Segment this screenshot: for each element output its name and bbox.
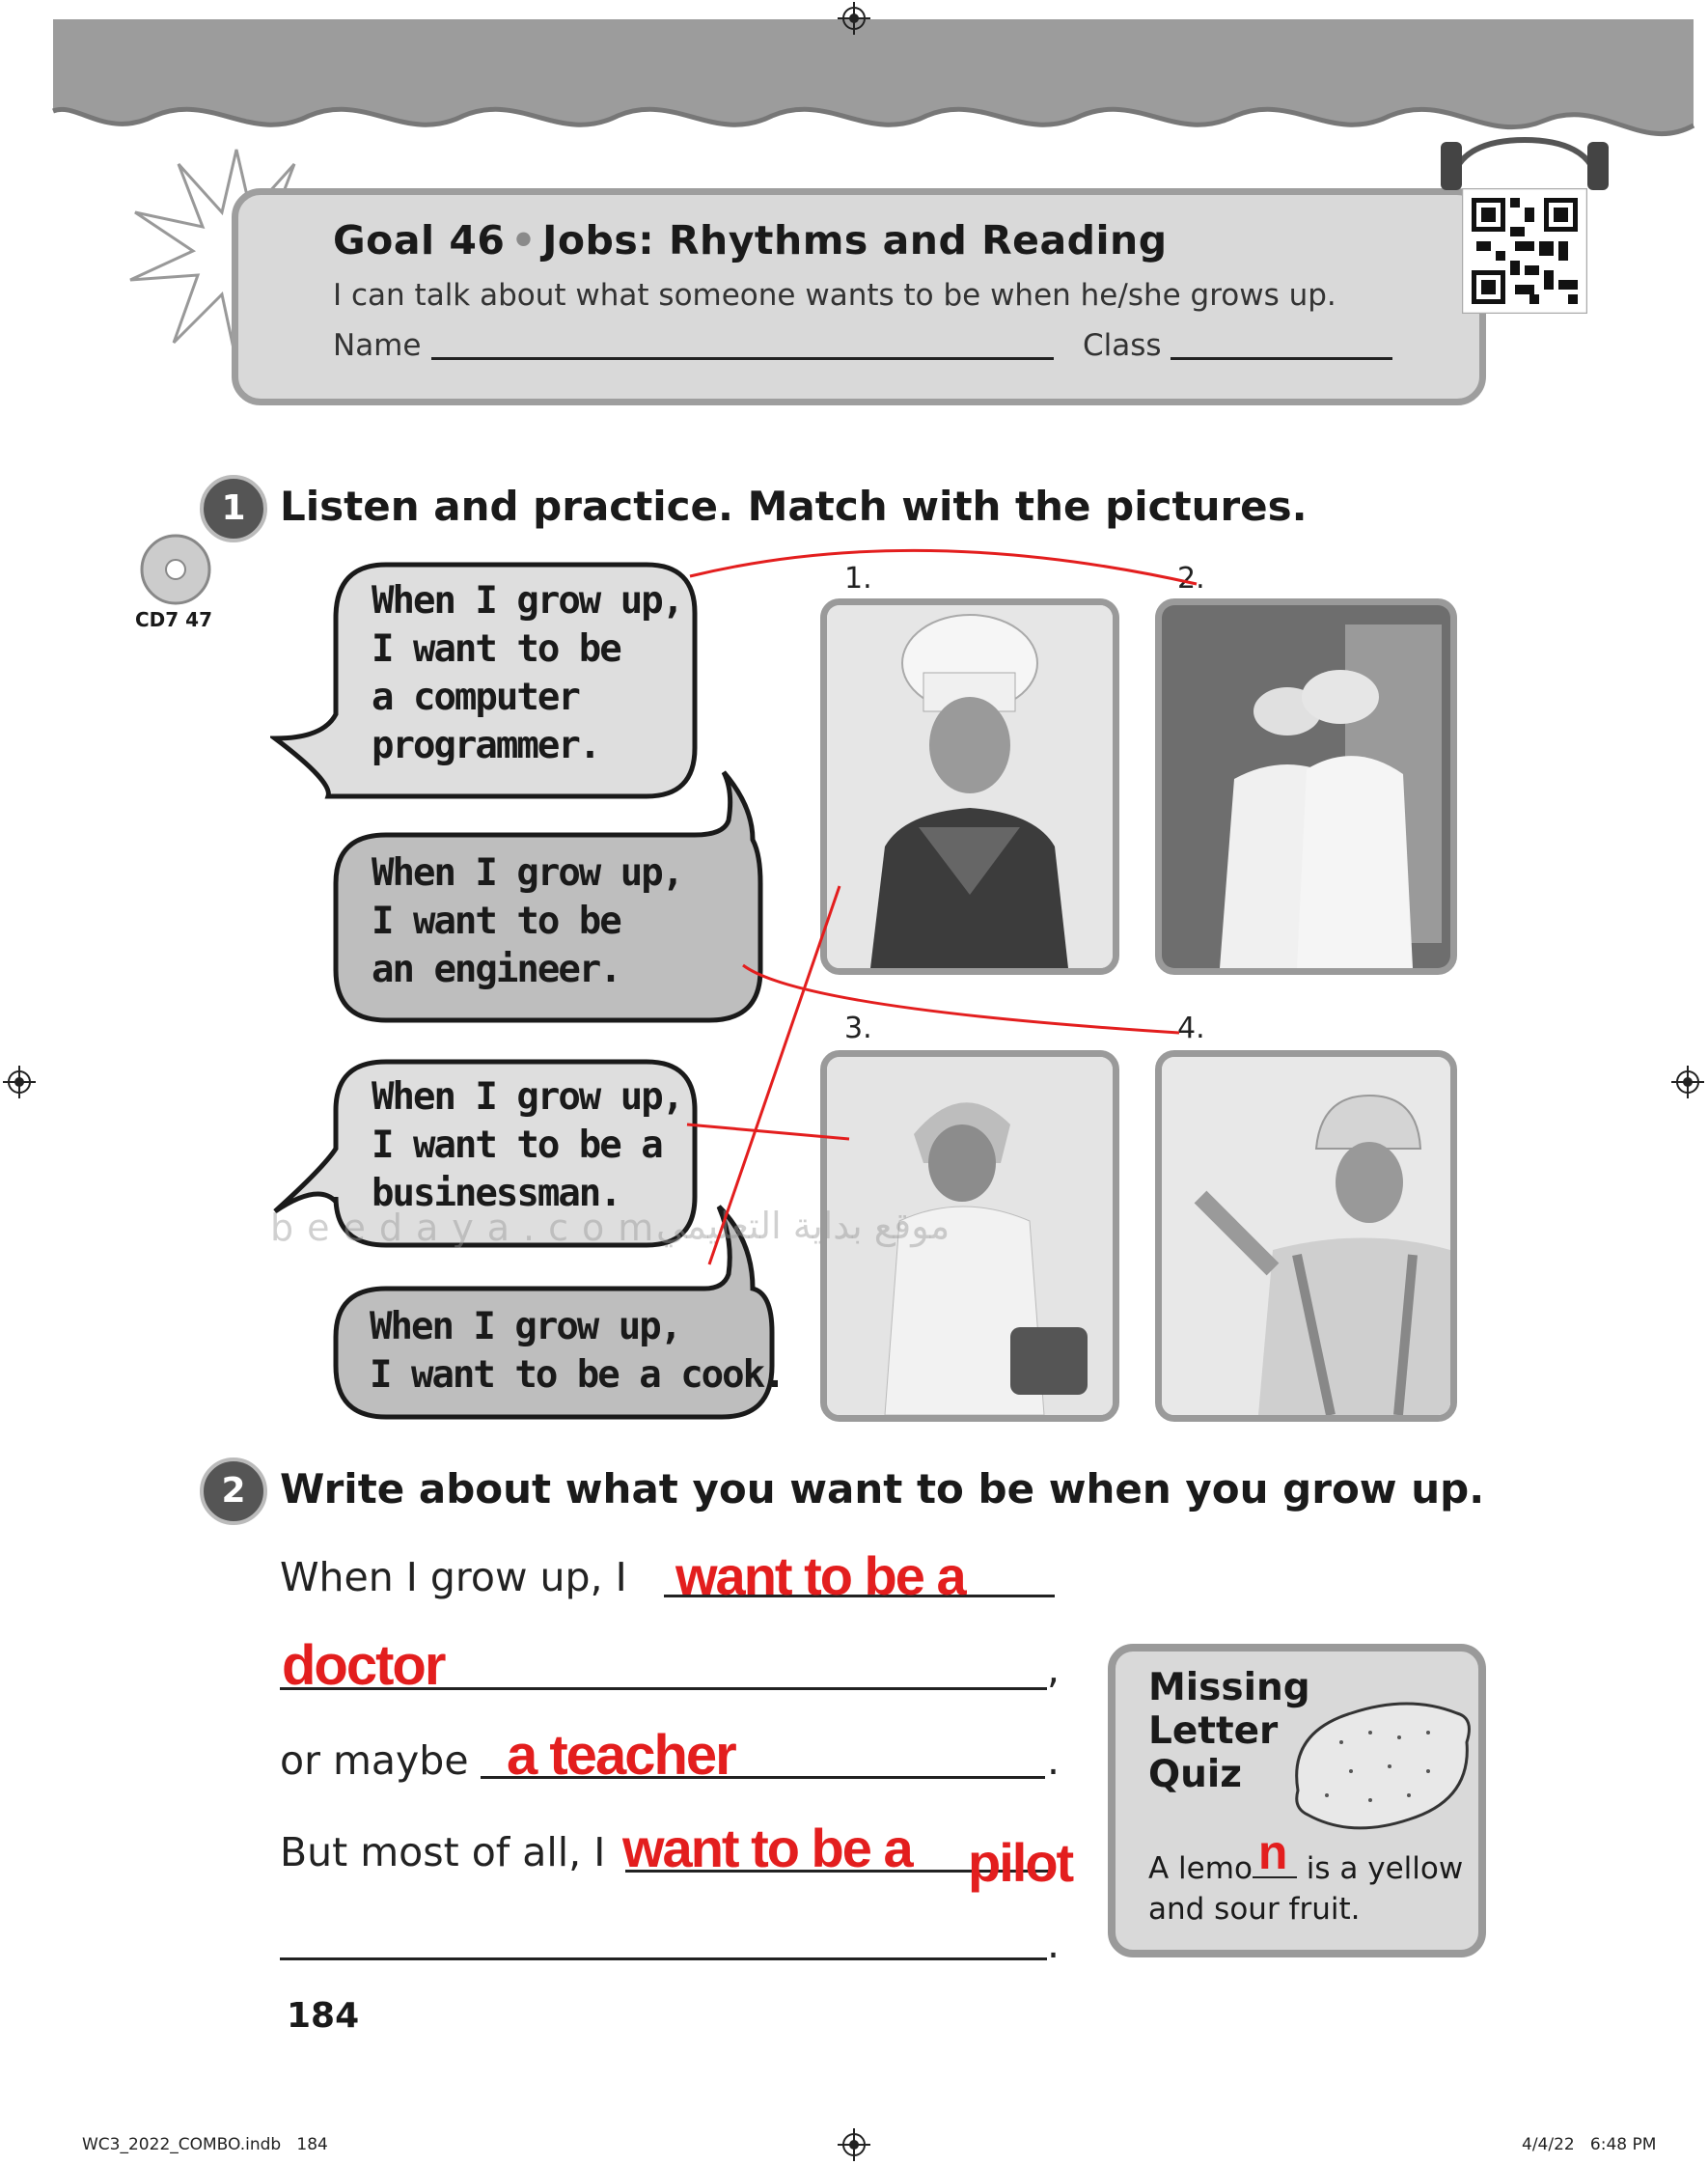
photo-2-programmer[interactable] [1155,598,1457,975]
quiz-title-line: Quiz [1148,1753,1242,1796]
bubble-4-text [370,1303,785,1400]
photo-4-label: 4. [1177,1012,1205,1045]
section2-title: Write about what you want to be when you grow up. [280,1465,1485,1513]
quiz-text-after: is a yellow [1306,1851,1464,1886]
bubble-1-text [372,577,682,770]
photo-3-label: 3. [844,1012,872,1045]
bubble-4-line: When I grow up, [370,1305,681,1348]
section1-number-badge: 1 [200,475,267,542]
section1-title: Listen and practice. Match with the pictures. [280,483,1308,530]
photo-2-label: 2. [1177,562,1205,596]
cd-icon [137,531,214,608]
bubble-1-line: programmer. [372,724,600,767]
footer-file: WC3_2022_COMBO.indb 184 [82,2135,328,2154]
answer-1-text: want to be a [675,1545,965,1606]
write-line-4-prefix: But most of all, I [280,1829,606,1875]
quiz-text-before: A lemo [1148,1851,1253,1886]
programmer-figure-icon [1162,605,1450,968]
class-label: Class [1083,328,1162,363]
quiz-text-line2: and sour fruit. [1148,1892,1361,1927]
quiz-answer: n [1257,1825,1286,1879]
registration-mark-top [838,2,870,35]
cook-figure-icon [827,605,1113,968]
goal-title [333,217,1168,264]
footer-date: 4/4/22 6:48 PM [1522,2135,1657,2154]
class-input-line[interactable] [1171,357,1392,360]
quiz-title-line: Letter [1148,1709,1279,1753]
bubble-1-line: When I grow up, [372,579,683,623]
answer-4b-text: pilot [968,1832,1073,1893]
write-line-3-suffix: . [1047,1737,1061,1784]
write-line-5-suffix: . [1047,1921,1061,1967]
bubble-2-text [372,849,682,994]
name-label: Name [333,328,422,363]
registration-mark-right [1671,1066,1704,1098]
bubble-1-line: a computer [372,676,579,719]
section2-number-badge: 2 [200,1457,267,1525]
write-line-3-prefix: or maybe [280,1737,469,1784]
answer-4-text: want to be a [622,1818,912,1878]
quiz-title-line: Missing [1148,1666,1310,1709]
goal-number: Goal 46 [333,217,506,264]
write-line-2-suffix: , [1047,1646,1061,1692]
bubble-4-line: I want to be a cook. [370,1353,785,1397]
watermark-arabic: موقع بداية التعليمي [656,1205,950,1247]
title-separator: • [510,217,537,264]
goal-subtitle: I can talk about what someone wants to be when he/she grows up. [333,278,1336,313]
photo-1-label: 1. [844,562,872,596]
watermark-latin: beedaya.com [270,1207,668,1249]
photo-1-cook[interactable] [820,598,1119,975]
bubble-1-line: I want to be [372,627,620,671]
page-number: 184 [287,1996,360,2036]
bubble-2-line: an engineer. [372,948,620,991]
bubble-2-line: I want to be [372,900,620,943]
quiz-sentence [1148,1825,1476,1929]
qr-code-icon [1462,188,1587,314]
bubble-2-line: When I grow up, [372,851,683,895]
answer-3-text: a teacher [507,1724,735,1787]
lemon-icon [1283,1694,1476,1839]
answer-line-5[interactable] [280,1957,1047,1960]
bubble-3-line: businessman. [372,1172,620,1215]
bubble-3-line: I want to be a [372,1124,662,1167]
quiz-blank[interactable] [1253,1825,1297,1879]
photo-4-engineer[interactable] [1155,1050,1457,1422]
engineer-figure-icon [1162,1057,1450,1415]
bubble-3-line: When I grow up, [372,1075,683,1119]
name-class-row [333,328,1394,372]
answer-2-text: doctor [282,1634,445,1697]
cd-track-label: CD7 47 [135,608,212,631]
name-input-line[interactable] [431,357,1054,360]
goal-topic: Jobs: Rhythms and Reading [542,217,1168,264]
registration-mark-bottom [838,2128,870,2161]
registration-mark-left [3,1066,36,1098]
write-line-1-prefix: When I grow up, I [280,1554,627,1600]
